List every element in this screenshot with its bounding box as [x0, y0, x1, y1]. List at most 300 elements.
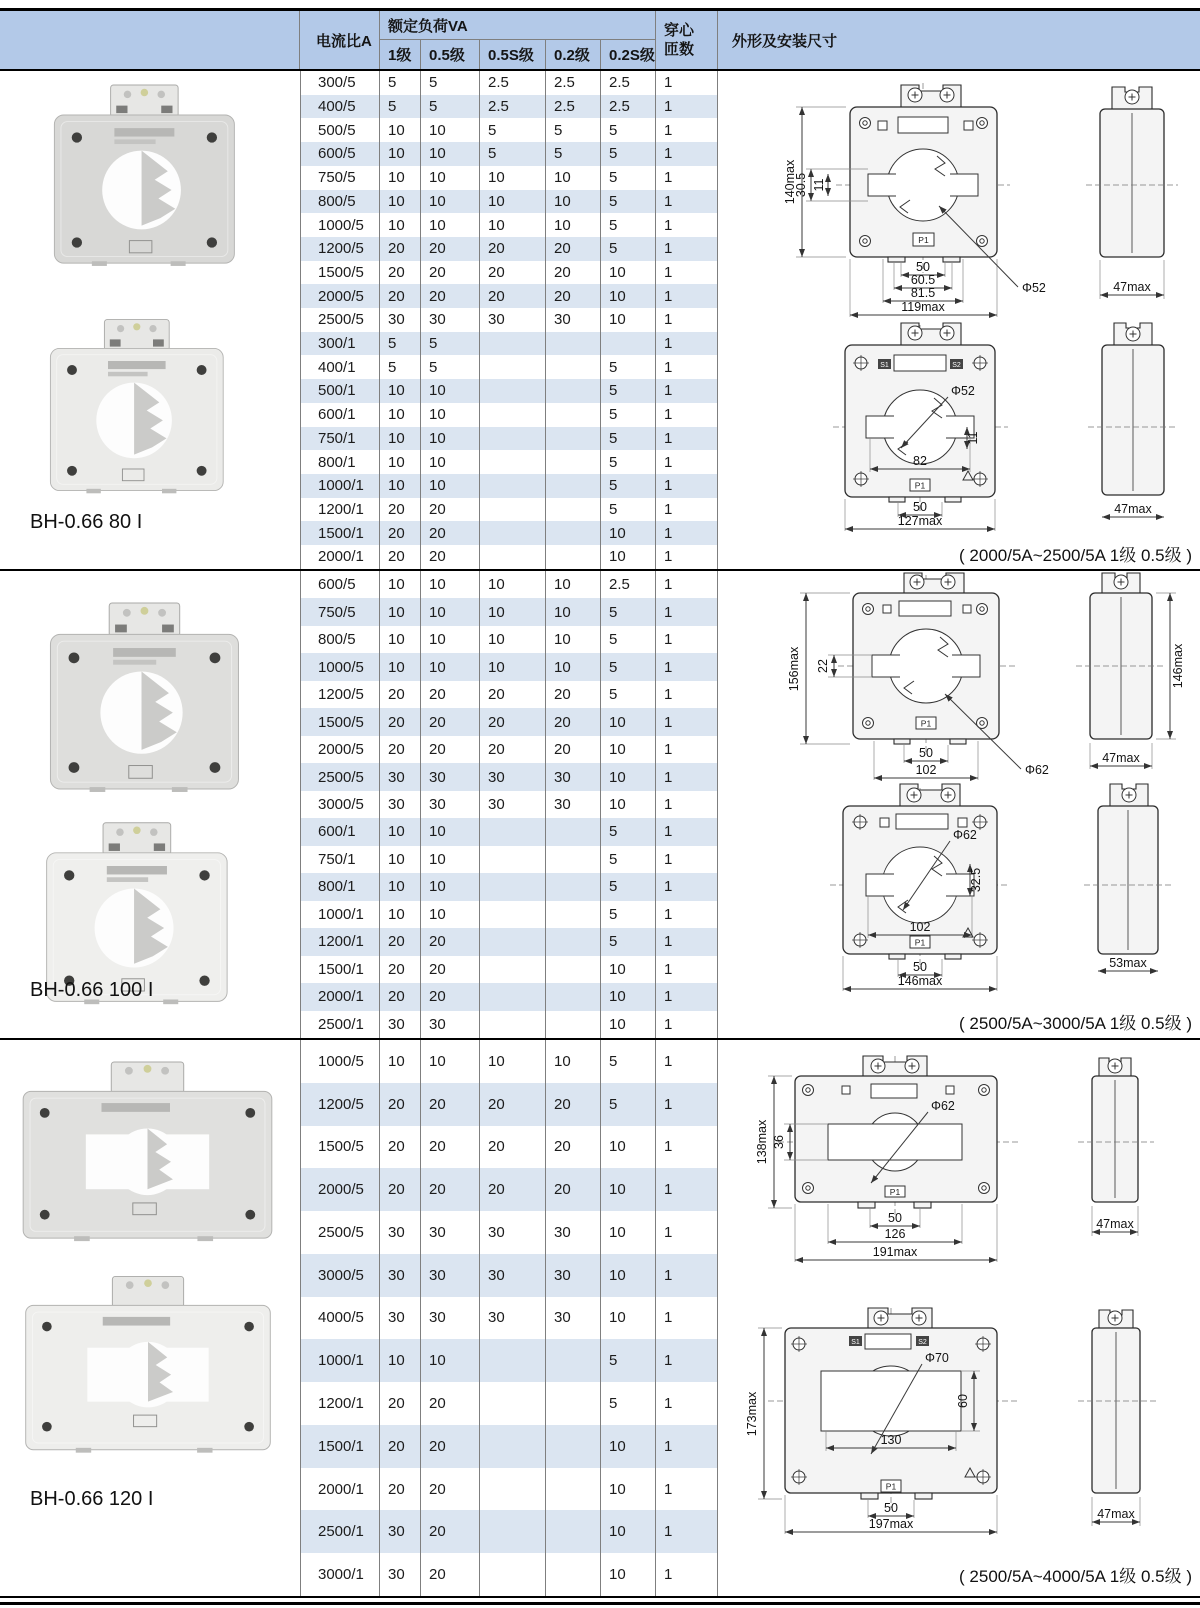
spec-value-cell: 10: [480, 1040, 546, 1083]
spec-value-cell: 20: [421, 1510, 480, 1553]
spec-value-cell: [546, 818, 601, 845]
spec-value-cell: 5: [421, 332, 480, 356]
svg-text:P1: P1: [889, 1187, 901, 1197]
spec-value-cell: 10: [421, 846, 480, 873]
spec-value-cell: 1: [656, 379, 718, 403]
spec-value-cell: 10: [421, 626, 480, 653]
spec-value-cell: 30: [480, 308, 546, 332]
svg-text:50: 50: [913, 500, 927, 514]
spec-value-cell: [480, 928, 546, 955]
spec-value-cell: 1: [656, 71, 718, 95]
spec-value-cell: 20: [480, 708, 546, 735]
current-ratio-cell: 1500/1: [300, 1425, 380, 1468]
spec-value-cell: 5: [601, 403, 656, 427]
spec-value-cell: 1: [656, 1126, 718, 1169]
model-label: BH-0.66 80 I: [30, 511, 143, 533]
svg-text:126: 126: [884, 1227, 906, 1241]
current-ratio-cell: 800/1: [300, 450, 380, 474]
svg-text:81.5: 81.5: [910, 286, 936, 300]
current-ratio-cell: 1000/5: [300, 213, 380, 237]
dimension-diagram-front-alt: [718, 1296, 1200, 1560]
spec-value-cell: 20: [380, 1083, 421, 1126]
current-ratio-cell: 1200/5: [300, 681, 380, 708]
col-header-current-ratio: 电流比A: [300, 11, 380, 69]
current-ratio-cell: 750/5: [300, 598, 380, 625]
spec-value-cell: 1: [656, 1011, 718, 1038]
spec-value-cell: 20: [421, 1382, 480, 1425]
spec-value-cell: 30: [380, 1254, 421, 1297]
spec-value-cell: 10: [421, 166, 480, 190]
spec-value-cell: 1: [656, 521, 718, 545]
spec-value-cell: 1: [656, 142, 718, 166]
spec-value-cell: 30: [380, 308, 421, 332]
spec-value-cell: [601, 332, 656, 356]
spec-value-cell: 10: [380, 818, 421, 845]
spec-value-cell: 1: [656, 450, 718, 474]
spec-value-cell: 5: [601, 1040, 656, 1083]
spec-value-cell: [546, 379, 601, 403]
svg-text:60.5: 60.5: [910, 273, 936, 287]
spec-value-cell: 10: [380, 213, 421, 237]
spec-value-cell: 1: [656, 1083, 718, 1126]
photo-column: [0, 71, 300, 569]
spec-value-cell: 20: [421, 1083, 480, 1126]
photo-column-header: [0, 11, 300, 69]
spec-value-cell: 10: [601, 1468, 656, 1511]
spec-value-cell: 10: [421, 118, 480, 142]
spec-value-cell: [480, 956, 546, 983]
spec-value-cell: 10: [421, 1040, 480, 1083]
spec-value-cell: 20: [380, 237, 421, 261]
turns-line1: 穿心: [664, 21, 695, 39]
spec-value-cell: 20: [380, 521, 421, 545]
spec-value-cell: [546, 1011, 601, 1038]
spec-value-cell: 10: [601, 763, 656, 790]
spec-value-cell: 1: [656, 873, 718, 900]
spec-value-cell: 1: [656, 1382, 718, 1425]
spec-value-cell: 30: [380, 1211, 421, 1254]
spec-value-cell: 20: [480, 736, 546, 763]
spec-value-cell: 2.5: [601, 95, 656, 119]
spec-value-cell: 10: [601, 956, 656, 983]
spec-value-cell: 20: [421, 498, 480, 522]
spec-value-cell: 5: [601, 681, 656, 708]
spec-value-cell: [480, 1382, 546, 1425]
svg-text:11: 11: [966, 431, 980, 445]
spec-value-cell: 10: [380, 571, 421, 598]
spec-value-cell: [480, 1425, 546, 1468]
spec-value-cell: 10: [480, 626, 546, 653]
spec-value-cell: [480, 545, 546, 569]
spec-value-cell: 10: [380, 846, 421, 873]
dimension-diagram-front: [718, 1046, 1200, 1296]
spec-value-cell: 10: [546, 213, 601, 237]
spec-value-cell: 1: [656, 261, 718, 285]
spec-value-cell: 10: [380, 474, 421, 498]
svg-text:197max: 197max: [868, 1517, 914, 1531]
product-photo: [20, 316, 250, 496]
spec-value-cell: [480, 1339, 546, 1382]
diagram-caption: ( 2500/5A~3000/5A 1级 0.5级 ): [959, 1014, 1192, 1033]
spec-value-cell: 5: [601, 598, 656, 625]
svg-text:Φ62: Φ62: [1025, 763, 1049, 777]
product-photo: [25, 599, 260, 795]
svg-text:50: 50: [916, 260, 930, 274]
spec-value-cell: 1: [656, 956, 718, 983]
spec-value-cell: 10: [601, 1297, 656, 1340]
spec-value-cell: 1: [656, 1254, 718, 1297]
spec-value-cell: 1: [656, 1510, 718, 1553]
spec-value-cell: [480, 498, 546, 522]
current-ratio-cell: 2500/5: [300, 308, 380, 332]
current-ratio-cell: 750/1: [300, 427, 380, 451]
current-ratio-cell: 400/1: [300, 355, 380, 379]
spec-value-cell: 10: [421, 142, 480, 166]
spec-value-cell: 30: [546, 1254, 601, 1297]
dimension-diagram-front: [718, 73, 1200, 319]
current-ratio-cell: 4000/5: [300, 1297, 380, 1340]
svg-text:47max: 47max: [1096, 1217, 1134, 1231]
current-ratio-cell: 2500/1: [300, 1011, 380, 1038]
spec-value-cell: 20: [380, 956, 421, 983]
spec-value-cell: [546, 332, 601, 356]
spec-value-cell: [546, 1553, 601, 1596]
spec-value-cell: 20: [546, 681, 601, 708]
spec-value-cell: [480, 332, 546, 356]
product-photo: [18, 1268, 278, 1464]
spec-value-cell: 1: [656, 571, 718, 598]
svg-text:Φ52: Φ52: [951, 384, 975, 398]
spec-value-cell: [480, 846, 546, 873]
product-photo: [30, 81, 255, 269]
spec-value-cell: 1: [656, 545, 718, 569]
spec-value-cell: 10: [380, 1040, 421, 1083]
spec-value-cell: [546, 450, 601, 474]
svg-text:53max: 53max: [1109, 956, 1147, 970]
svg-text:Φ52: Φ52: [1022, 281, 1046, 295]
current-ratio-cell: 1500/1: [300, 956, 380, 983]
spec-value-cell: 10: [601, 1011, 656, 1038]
spec-value-cell: 1: [656, 1425, 718, 1468]
spec-value-cell: 1: [656, 166, 718, 190]
svg-text:140max: 140max: [783, 159, 797, 205]
svg-text:P1: P1: [885, 1481, 897, 1492]
spec-value-cell: 20: [421, 1126, 480, 1169]
spec-value-cell: 5: [421, 355, 480, 379]
spec-value-cell: 30: [546, 763, 601, 790]
spec-value-cell: [480, 450, 546, 474]
current-ratio-cell: 2000/5: [300, 736, 380, 763]
spec-value-cell: [480, 873, 546, 900]
spec-value-cell: 20: [480, 1168, 546, 1211]
spec-value-cell: 10: [601, 261, 656, 285]
spec-value-cell: 20: [380, 284, 421, 308]
spec-value-cell: 2.5: [480, 71, 546, 95]
svg-text:47max: 47max: [1114, 502, 1152, 516]
spec-value-cell: 10: [421, 379, 480, 403]
spec-value-cell: 30: [380, 1011, 421, 1038]
spec-value-cell: 1: [656, 1468, 718, 1511]
current-ratio-cell: 2500/5: [300, 1211, 380, 1254]
current-ratio-cell: 600/1: [300, 818, 380, 845]
spec-value-cell: 10: [421, 403, 480, 427]
spec-value-cell: [546, 956, 601, 983]
spec-value-cell: [480, 427, 546, 451]
current-ratio-cell: 2000/5: [300, 284, 380, 308]
current-ratio-cell: 500/5: [300, 118, 380, 142]
svg-text:P1: P1: [914, 480, 926, 491]
current-ratio-cell: 2000/5: [300, 1168, 380, 1211]
spec-value-cell: 10: [480, 571, 546, 598]
spec-value-cell: 10: [421, 427, 480, 451]
current-ratio-cell: 1000/5: [300, 653, 380, 680]
current-ratio-cell: 400/5: [300, 95, 380, 119]
spec-value-cell: 20: [421, 237, 480, 261]
spec-value-cell: 2.5: [601, 571, 656, 598]
spec-value-cell: 5: [546, 142, 601, 166]
dimension-diagram-front-alt: [718, 783, 1200, 1011]
spec-value-cell: 5: [601, 166, 656, 190]
spec-value-cell: 10: [380, 653, 421, 680]
spec-value-cell: 10: [601, 791, 656, 818]
spec-value-cell: 30: [480, 791, 546, 818]
spec-value-cell: 20: [380, 1382, 421, 1425]
spec-value-cell: 20: [421, 1553, 480, 1596]
spec-value-cell: 5: [601, 928, 656, 955]
svg-text:130: 130: [880, 1433, 902, 1447]
spec-value-cell: 5: [601, 427, 656, 451]
svg-text:50: 50: [888, 1211, 902, 1225]
spec-value-cell: 10: [601, 1211, 656, 1254]
spec-value-cell: 1: [656, 653, 718, 680]
spec-value-cell: 1: [656, 355, 718, 379]
spec-value-cell: 5: [601, 498, 656, 522]
spec-value-cell: 5: [421, 95, 480, 119]
spec-value-cell: [546, 1339, 601, 1382]
spec-value-cell: 10: [380, 142, 421, 166]
svg-text:47max: 47max: [1097, 1507, 1135, 1521]
diagram-column: [718, 71, 1200, 569]
spec-value-cell: 10: [421, 450, 480, 474]
col-header-class-05s: 0.5S级: [480, 40, 546, 69]
spec-value-cell: 10: [601, 1254, 656, 1297]
spec-value-cell: 20: [380, 261, 421, 285]
table-header: [0, 11, 1200, 71]
spec-value-cell: 20: [421, 1468, 480, 1511]
svg-text:36: 36: [772, 1135, 786, 1149]
section-bh066-120: [0, 1038, 1200, 1596]
spec-value-cell: 10: [546, 166, 601, 190]
spec-value-cell: 20: [421, 1168, 480, 1211]
spec-value-cell: 30: [480, 763, 546, 790]
spec-value-cell: 1: [656, 736, 718, 763]
spec-value-cell: [546, 1468, 601, 1511]
spec-value-cell: 30: [380, 1553, 421, 1596]
spec-value-cell: 10: [480, 190, 546, 214]
current-ratio-cell: 3000/5: [300, 791, 380, 818]
spec-value-cell: 5: [601, 626, 656, 653]
spec-value-cell: 10: [480, 166, 546, 190]
spec-value-cell: 20: [480, 237, 546, 261]
spec-value-cell: 10: [380, 118, 421, 142]
svg-text:47max: 47max: [1102, 751, 1140, 765]
svg-text:32.5: 32.5: [969, 867, 983, 893]
current-ratio-cell: 2500/5: [300, 763, 380, 790]
spec-value-cell: 5: [421, 71, 480, 95]
spec-value-cell: 30: [546, 1211, 601, 1254]
spec-value-cell: 20: [546, 708, 601, 735]
spec-value-cell: 10: [380, 901, 421, 928]
spec-value-cell: 5: [601, 1083, 656, 1126]
col-header-class-1: 1级: [380, 40, 421, 69]
spec-value-cell: 20: [421, 928, 480, 955]
svg-text:138max: 138max: [755, 1119, 769, 1165]
svg-text:173max: 173max: [745, 1391, 759, 1437]
spec-value-cell: 20: [380, 983, 421, 1010]
spec-value-cell: 1: [656, 237, 718, 261]
spec-value-cell: 1: [656, 791, 718, 818]
spec-value-cell: [480, 379, 546, 403]
spec-value-cell: 30: [421, 1211, 480, 1254]
spec-value-cell: 1: [656, 190, 718, 214]
spec-value-cell: 1: [656, 846, 718, 873]
spec-value-cell: 20: [380, 498, 421, 522]
spec-value-cell: 10: [601, 1425, 656, 1468]
spec-value-cell: 20: [380, 1425, 421, 1468]
spec-value-cell: 5: [601, 118, 656, 142]
spec-value-cell: 5: [380, 71, 421, 95]
spec-value-cell: 1: [656, 498, 718, 522]
spec-value-cell: 10: [601, 545, 656, 569]
current-ratio-cell: 1500/5: [300, 261, 380, 285]
spec-value-cell: 30: [421, 308, 480, 332]
svg-text:P1: P1: [918, 235, 929, 245]
spec-value-cell: [480, 1468, 546, 1511]
current-ratio-cell: 2000/1: [300, 545, 380, 569]
spec-value-cell: [546, 474, 601, 498]
spec-value-cell: [546, 1425, 601, 1468]
spec-value-cell: [546, 1382, 601, 1425]
spec-value-cell: [480, 1510, 546, 1553]
spec-value-cell: 10: [421, 1339, 480, 1382]
spec-value-cell: 20: [380, 708, 421, 735]
current-ratio-cell: 800/5: [300, 190, 380, 214]
spec-value-cell: 1: [656, 1339, 718, 1382]
spec-value-cell: [546, 498, 601, 522]
spec-value-cell: [546, 355, 601, 379]
spec-value-cell: 5: [601, 901, 656, 928]
spec-value-cell: 10: [601, 708, 656, 735]
spec-value-cell: 1: [656, 1553, 718, 1596]
current-ratio-cell: 1200/1: [300, 498, 380, 522]
spec-value-cell: 30: [480, 1211, 546, 1254]
spec-value-cell: 10: [546, 1040, 601, 1083]
spec-value-cell: 1: [656, 681, 718, 708]
current-ratio-cell: 1500/1: [300, 521, 380, 545]
spec-value-cell: 5: [601, 190, 656, 214]
spec-value-cell: 20: [421, 545, 480, 569]
spec-value-cell: 30: [480, 1254, 546, 1297]
spec-value-cell: 20: [380, 1168, 421, 1211]
spec-value-cell: 1: [656, 332, 718, 356]
spec-value-cell: 20: [480, 261, 546, 285]
spec-value-cell: [480, 1553, 546, 1596]
dimension-diagram-front: [718, 571, 1200, 783]
spec-value-cell: [480, 901, 546, 928]
spec-value-cell: 10: [380, 379, 421, 403]
spec-value-cell: 30: [380, 791, 421, 818]
spec-value-cell: 1: [656, 1040, 718, 1083]
spec-value-cell: 5: [601, 1382, 656, 1425]
svg-text:146max: 146max: [897, 974, 943, 988]
current-ratio-cell: 800/1: [300, 873, 380, 900]
spec-value-cell: 5: [601, 653, 656, 680]
spec-value-cell: 1: [656, 708, 718, 735]
current-ratio-cell: 600/5: [300, 142, 380, 166]
spec-value-cell: 20: [421, 261, 480, 285]
current-ratio-cell: 600/5: [300, 571, 380, 598]
svg-text:22: 22: [816, 659, 830, 673]
current-ratio-cell: 300/1: [300, 332, 380, 356]
spec-value-cell: 10: [421, 598, 480, 625]
model-label: BH-0.66 120 I: [30, 1488, 154, 1510]
spec-value-cell: 10: [546, 598, 601, 625]
product-photo: [15, 1060, 280, 1246]
spec-value-cell: 5: [601, 873, 656, 900]
current-ratio-cell: 1500/5: [300, 708, 380, 735]
spec-table: [0, 8, 1200, 1596]
spec-value-cell: 10: [546, 190, 601, 214]
diagram-caption: ( 2000/5A~2500/5A 1级 0.5级 ): [959, 546, 1192, 565]
spec-value-cell: 10: [480, 653, 546, 680]
spec-value-cell: 10: [601, 521, 656, 545]
svg-text:102: 102: [909, 920, 931, 934]
spec-value-cell: 20: [421, 284, 480, 308]
current-ratio-cell: 2000/1: [300, 983, 380, 1010]
spec-value-cell: 2.5: [480, 95, 546, 119]
current-ratio-cell: 1200/1: [300, 928, 380, 955]
spec-value-cell: 30: [546, 791, 601, 818]
spec-value-cell: 20: [480, 1083, 546, 1126]
spec-value-cell: [546, 1510, 601, 1553]
spec-value-cell: 5: [601, 213, 656, 237]
diagram-column: [718, 1040, 1200, 1596]
spec-value-cell: 5: [380, 355, 421, 379]
spec-value-cell: [546, 901, 601, 928]
spec-value-cell: 20: [380, 1126, 421, 1169]
spec-value-cell: 5: [601, 474, 656, 498]
spec-value-cell: 10: [480, 598, 546, 625]
spec-value-cell: 10: [380, 873, 421, 900]
spec-value-cell: 10: [480, 213, 546, 237]
spec-value-cell: 1: [656, 983, 718, 1010]
current-ratio-cell: 3000/5: [300, 1254, 380, 1297]
spec-value-cell: 30: [546, 1297, 601, 1340]
spec-value-cell: 30: [421, 791, 480, 818]
spec-value-cell: [480, 1011, 546, 1038]
spec-value-cell: [480, 521, 546, 545]
spec-value-cell: 1: [656, 626, 718, 653]
spec-value-cell: 20: [421, 983, 480, 1010]
spec-value-cell: 10: [421, 653, 480, 680]
spec-value-cell: 1: [656, 928, 718, 955]
spec-value-cell: 5: [601, 237, 656, 261]
current-ratio-cell: 2500/1: [300, 1510, 380, 1553]
spec-value-cell: 2.5: [601, 71, 656, 95]
spec-value-cell: 10: [380, 427, 421, 451]
svg-text:11: 11: [812, 178, 826, 192]
spec-value-cell: 5: [480, 118, 546, 142]
